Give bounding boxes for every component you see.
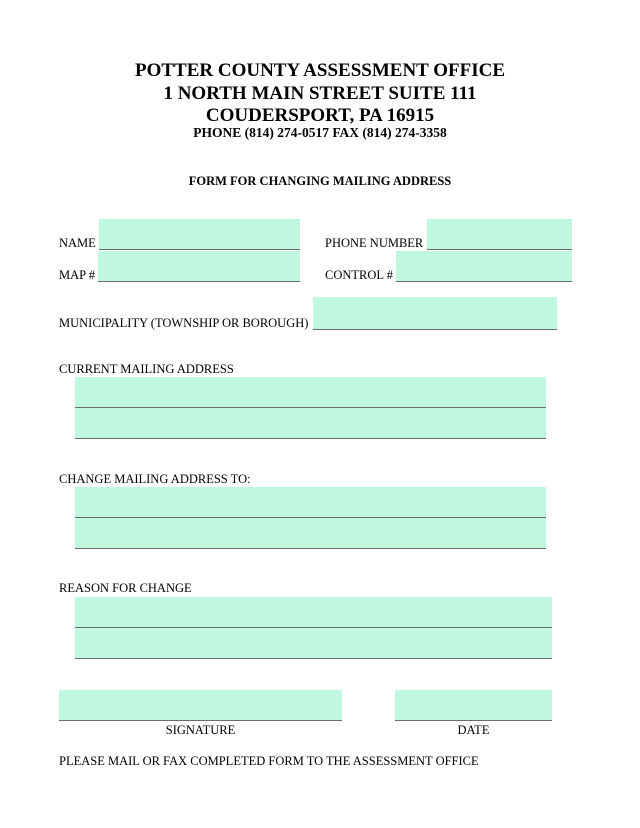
new-address-line1[interactable] — [75, 487, 546, 518]
control-label: CONTROL # — [325, 268, 393, 282]
map-label: MAP # — [59, 268, 96, 282]
reason-label: REASON FOR CHANGE — [59, 581, 192, 595]
date-label: DATE — [457, 723, 490, 737]
control-field[interactable] — [396, 251, 572, 282]
phone-field[interactable] — [427, 219, 572, 250]
form-title: FORM FOR CHANGING MAILING ADDRESS — [188, 174, 452, 188]
name-label: NAME — [59, 236, 96, 250]
municipality-label: MUNICIPALITY (TOWNSHIP OR BOROUGH) — [59, 316, 309, 330]
new-address-line2[interactable] — [75, 518, 546, 549]
map-field[interactable] — [98, 251, 300, 282]
current-address-label: CURRENT MAILING ADDRESS — [59, 362, 234, 376]
current-address-line1[interactable] — [75, 377, 546, 408]
signature-field[interactable] — [59, 690, 342, 721]
date-field[interactable] — [395, 690, 552, 721]
reason-line1[interactable] — [75, 597, 552, 628]
footer-instructions: PLEASE MAIL OR FAX COMPLETED FORM TO THE ASSESSMENT OFFICE — [59, 754, 479, 768]
signature-label: SIGNATURE — [165, 723, 236, 737]
reason-line2[interactable] — [75, 628, 552, 659]
name-field[interactable] — [99, 219, 300, 250]
municipality-field[interactable] — [313, 297, 557, 330]
office-street: 1 NORTH MAIN STREET SUITE 111 — [163, 83, 477, 104]
office-name: POTTER COUNTY ASSESSMENT OFFICE — [134, 60, 506, 81]
current-address-line2[interactable] — [75, 408, 546, 439]
phone-label: PHONE NUMBER — [325, 236, 424, 250]
new-address-label: CHANGE MAILING ADDRESS TO: — [59, 472, 251, 486]
office-city: COUDERSPORT, PA 16915 — [205, 105, 435, 126]
office-contact: PHONE (814) 274-0517 FAX (814) 274-3358 — [193, 125, 447, 140]
